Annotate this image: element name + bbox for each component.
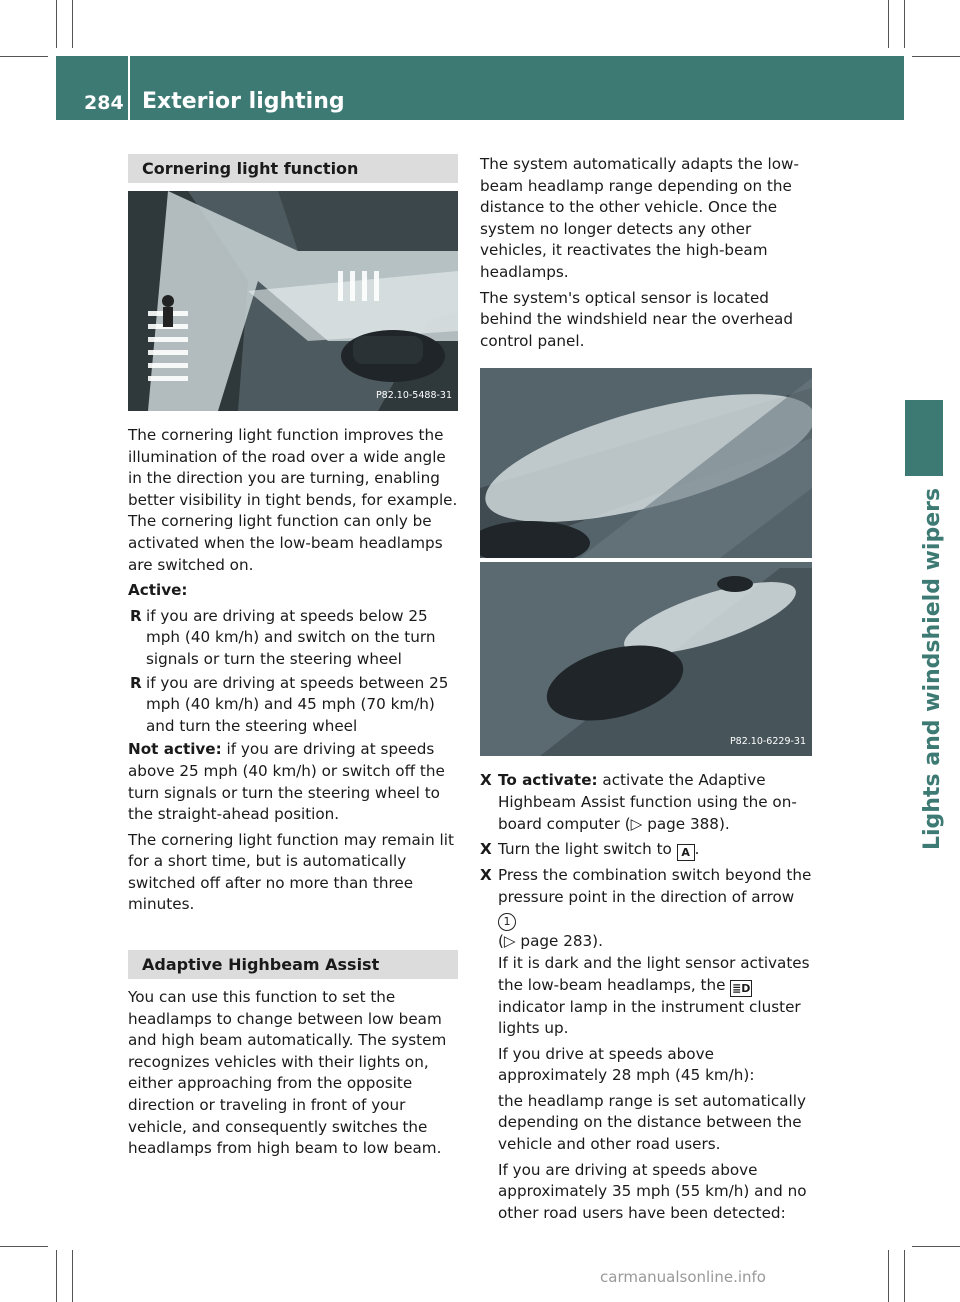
not-active-label: Not active: — [128, 740, 222, 759]
page-header — [56, 56, 904, 120]
section-heading-adaptive: Adaptive Highbeam Assist — [128, 950, 458, 979]
header-divider — [128, 56, 130, 120]
right-column — [480, 154, 812, 1228]
figure-code: P82.10-6229-31 — [729, 735, 806, 747]
figure-code: P82.10-5488-31 — [375, 390, 452, 402]
remain-lit-paragraph: The cornering light function may remain lit for a short time, but is automatically switched off after no more than three minutes. — [128, 830, 454, 914]
list-item — [128, 606, 458, 671]
page-title: Exterior lighting — [142, 89, 345, 114]
arrow-callout-1: 1 — [498, 913, 516, 931]
cornering-intro: The cornering light function improves the illumination of the road over a wide angle in the direction you are turning, enabling better visibility in tight bends, for example. The cornering light function can only be activated when the low-beam headlamps are switched on. — [128, 426, 458, 574]
watermark: carmanualsonline.info — [600, 1268, 766, 1286]
bullet-text: if you are driving at speeds between 25 mph (40 km/h) and 45 mph (70 km/h) and turn the steering wheel — [146, 673, 449, 735]
step-detail: If you are driving at speeds above approximately 35 mph (55 km/h) and no other road users have been detected: — [498, 1160, 807, 1222]
crop-mark — [56, 1250, 57, 1302]
crop-mark — [0, 1246, 48, 1247]
bullet-text: if you are driving at speeds below 25 mph (40 km/h) and switch on the turn signals or turn the steering wheel — [146, 606, 436, 668]
chapter-title: Lights and windshield wipers — [920, 487, 945, 850]
page-reference: (▷ page 283). — [498, 932, 603, 951]
cornering-light-illustration — [128, 191, 458, 411]
crop-mark — [912, 56, 960, 57]
crop-mark — [912, 1246, 960, 1247]
step-item — [480, 770, 812, 835]
highbeam-assist-indicator-icon: ≣D — [732, 981, 751, 995]
step-arrow: X — [480, 771, 492, 790]
list-item — [128, 673, 458, 738]
cornering-light-figure — [128, 191, 458, 411]
step-text: activate the Adaptive Highbeam Assist function using the on-board computer (▷ page 388). — [498, 771, 797, 833]
step-detail: If you drive at speeds above approximately 28 mph (45 km/h): — [498, 1044, 755, 1085]
step-detail: indicator lamp in the instrument cluster lights up. — [498, 997, 801, 1038]
step-arrow: X — [480, 840, 492, 859]
bullet-marker: R — [130, 606, 142, 625]
step-text: Turn the light switch to — [498, 840, 672, 859]
step-detail: the headlamp range is set automatically depending on the distance between the vehicle and other road users. — [498, 1091, 806, 1154]
step-item — [480, 865, 812, 1040]
active-label: Active: — [128, 581, 188, 600]
step-arrow: X — [480, 866, 492, 885]
crop-mark — [904, 0, 905, 48]
step-detail: If it is dark and the light sensor activates the low-beam headlamps, the — [498, 953, 810, 994]
step-text: Press the combination switch beyond the pressure point in the direction of arrow — [498, 866, 812, 906]
crop-mark — [904, 1250, 905, 1302]
crop-mark — [0, 56, 48, 57]
not-active-paragraph — [128, 739, 458, 825]
highbeam-illustration — [480, 368, 812, 756]
left-column — [128, 154, 458, 1164]
range-paragraph: The system automatically adapts the low-beam headlamp range depending on the distance to the other vehicle. Once the system no longer detects any other vehicles, it reactivates the high-beam headlamps. — [480, 155, 799, 281]
not-active-text: if you are driving at speeds above 25 mph (40 km/h) or switch off the turn signals or turn the steering wheel to the straight-ahead position. — [128, 740, 445, 824]
adaptive-text: You can use this function to set the headlamps to change between low beam and high beam automatically. The system recognizes vehicles with their lights on, either approaching from the opposite direction or traveling in front of your vehicle, and consequently switches the headlamps from high beam to low beam. — [128, 988, 447, 1158]
bullet-marker: R — [130, 673, 142, 692]
crop-mark — [72, 1250, 73, 1302]
step-item: X Turn the light switch to A . — [480, 840, 700, 860]
crop-mark — [56, 0, 57, 48]
sensor-paragraph: The system's optical sensor is located behind the windshield near the overhead control panel. — [480, 288, 793, 350]
highbeam-figure — [480, 368, 812, 756]
section-heading-cornering: Cornering light function — [128, 154, 458, 183]
light-switch-auto-symbol: A — [677, 844, 695, 861]
crop-mark — [72, 0, 73, 48]
page-number: 284 — [84, 92, 124, 114]
crop-mark — [888, 0, 889, 48]
crop-mark — [888, 1250, 889, 1302]
step-label: To activate: — [498, 771, 598, 790]
chapter-tab — [905, 400, 943, 476]
